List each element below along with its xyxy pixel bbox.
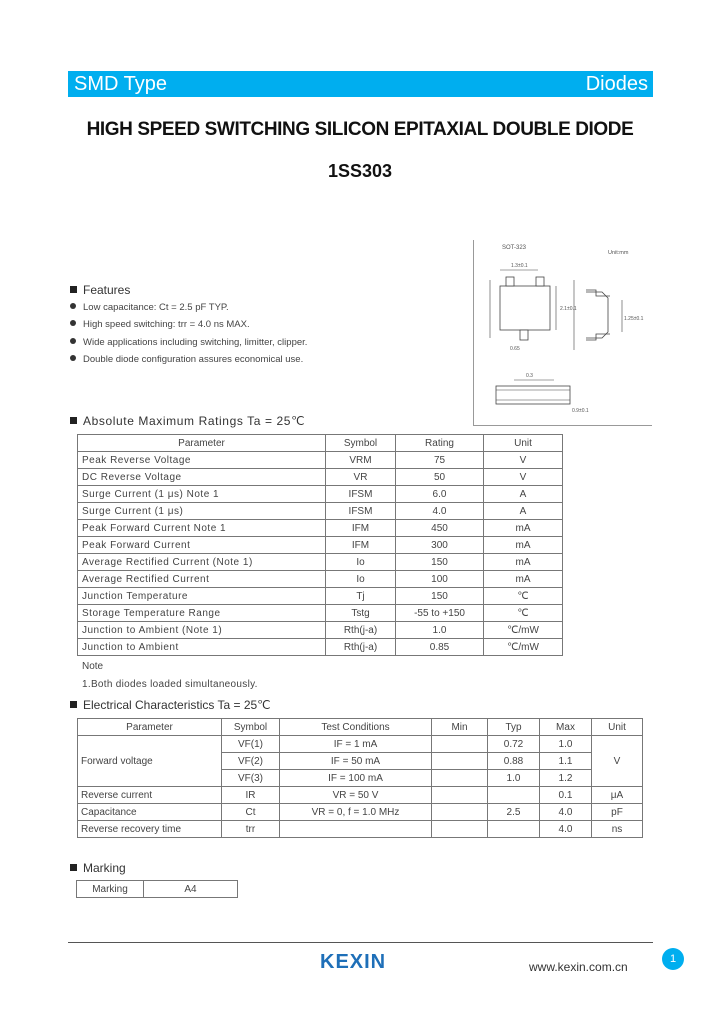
table-row: Junction to Ambient (Note 1) Rth(j-a) 1.0 ℃/mW bbox=[78, 622, 563, 639]
part-number: 1SS303 bbox=[327, 161, 393, 181]
footer-url[interactable]: www.kexin.com.cn bbox=[529, 960, 628, 974]
dim-thick: 0.9±0.1 bbox=[572, 408, 589, 414]
table-row: DC Reverse Voltage VR 50 V bbox=[78, 469, 563, 486]
square-bullet-icon bbox=[70, 417, 77, 424]
note-text: 1.Both diodes loaded simultaneously. bbox=[82, 679, 258, 690]
bullet-icon bbox=[70, 303, 76, 309]
feature-item: Double diode configuration assures economical use. bbox=[70, 354, 303, 365]
elec-table bbox=[77, 718, 643, 838]
dim-pitch: 0.65 bbox=[510, 346, 520, 352]
abs-max-table bbox=[77, 434, 563, 656]
features-heading: Features bbox=[70, 283, 130, 297]
table-row: Forward voltage VF(1) IF = 1 mA 0.72 1.0 V bbox=[78, 736, 643, 753]
table-row: Capacitance Ct VR = 0, f = 1.0 MHz 2.5 4.0 pF bbox=[78, 804, 643, 821]
table-header-row: Parameter Symbol Test Conditions Min Typ Max Unit bbox=[78, 719, 643, 736]
table-row: Peak Forward Current IFM 300 mA bbox=[78, 537, 563, 554]
table-row: Reverse recovery time trr 4.0 ns bbox=[78, 821, 643, 838]
package-drawing bbox=[473, 240, 652, 426]
square-bullet-icon bbox=[70, 701, 77, 708]
table-row: Peak Reverse Voltage VRM 75 V bbox=[78, 452, 563, 469]
elec-heading: Electrical Characteristics Ta = 25℃ bbox=[70, 698, 271, 712]
header-category: Diodes bbox=[585, 73, 648, 95]
table-row: Peak Forward Current Note 1 IFM 450 mA bbox=[78, 520, 563, 537]
feature-item: Low capacitance: Ct = 2.5 pF TYP. bbox=[70, 302, 229, 313]
dim-height: 1.25±0.1 bbox=[624, 316, 644, 322]
dim-length: 2.1±0.1 bbox=[560, 306, 577, 312]
bullet-icon bbox=[70, 338, 76, 344]
dim-lead: 0.3 bbox=[526, 373, 533, 379]
header-banner bbox=[68, 71, 653, 97]
note-label: Note bbox=[82, 661, 104, 672]
bullet-icon bbox=[70, 320, 76, 326]
package-name: SOT-323 bbox=[502, 245, 527, 251]
dim-width: 1.3±0.1 bbox=[511, 263, 528, 269]
marking-heading: Marking bbox=[70, 861, 126, 875]
table-row: Average Rectified Current Io 100 mA bbox=[78, 571, 563, 588]
package-unit: Unit:mm bbox=[608, 250, 629, 256]
abs-max-heading: Absolute Maximum Ratings Ta = 25℃ bbox=[70, 414, 305, 428]
table-row: Junction Temperature Tj 150 ℃ bbox=[78, 588, 563, 605]
table-row: VF(3) IF = 100 mA 1.0 1.2 bbox=[78, 770, 643, 787]
kexin-logo: KEXIN bbox=[320, 951, 387, 973]
table-row: Surge Current (1 μs) Note 1 IFSM 6.0 A bbox=[78, 486, 563, 503]
table-row: Storage Temperature Range Tstg -55 to +150 ℃ bbox=[78, 605, 563, 622]
table-row: Surge Current (1 μs) IFSM 4.0 A bbox=[78, 503, 563, 520]
table-row: Reverse current IR VR = 50 V 0.1 μA bbox=[78, 787, 643, 804]
marking-table bbox=[76, 880, 238, 898]
table-row: Junction to Ambient Rth(j-a) 0.85 ℃/mW bbox=[78, 639, 563, 656]
feature-item: High speed switching: trr = 4.0 ns MAX. bbox=[70, 319, 250, 330]
document-title: HIGH SPEED SWITCHING SILICON EPITAXIAL DOUBLE DIODE bbox=[86, 119, 634, 140]
square-bullet-icon bbox=[70, 864, 77, 871]
square-bullet-icon bbox=[70, 286, 77, 293]
feature-item: Wide applications including switching, limitter, clipper. bbox=[70, 337, 307, 348]
marking-label: Marking bbox=[77, 881, 144, 898]
header-type: SMD Type bbox=[74, 73, 167, 95]
table-header-row: Parameter Symbol Rating Unit bbox=[78, 435, 563, 452]
package-outline-svg bbox=[474, 240, 652, 425]
page-number: 1 bbox=[662, 948, 684, 970]
bullet-icon bbox=[70, 355, 76, 361]
footer-divider bbox=[68, 942, 653, 943]
table-row: VF(2) IF = 50 mA 0.88 1.1 bbox=[78, 753, 643, 770]
marking-value: A4 bbox=[144, 881, 238, 898]
table-row: Average Rectified Current (Note 1) Io 150 mA bbox=[78, 554, 563, 571]
